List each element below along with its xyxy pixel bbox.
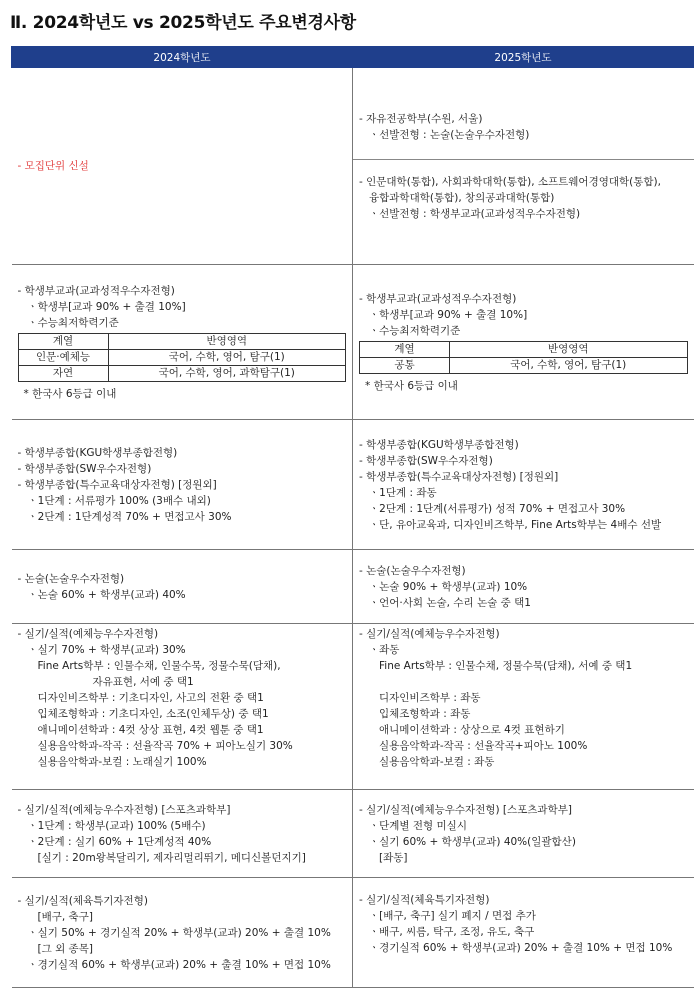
line: ㆍ[배구, 축구] 실기 폐지 / 면접 추가 <box>369 910 536 922</box>
line: 입체조형학과 : 기초디자인, 소조(인체두상) 중 택1 <box>37 708 269 720</box>
line: 자유표현, 서예 중 택1 <box>92 676 194 688</box>
line: ㆍ1단계 : 학생부(교과) 100% (5배수) <box>27 819 206 832</box>
cell-2024 <box>12 265 353 420</box>
line: ㆍ배구, 씨름, 탁구, 조정, 유도, 축구 <box>369 926 535 938</box>
col-header: 계열 <box>18 333 108 349</box>
line: ㆍ선발전형 : 논술(논술우수자전형) <box>369 128 530 141</box>
line: ㆍ논술 90% + 학생부(교과) 10% <box>369 580 528 593</box>
cell: 인문·예체능 <box>18 349 108 365</box>
line: - 학생부종합(SW우수자전형) <box>17 462 152 475</box>
line: - 실기/실적(예체능우수자전형) <box>17 628 159 640</box>
line: ㆍ1단계 : 서류평가 100% (3배수 내외) <box>27 494 211 507</box>
line: ㆍ단, 유아교육과, 디자인비즈학부, Fine Arts학부는 4배수 선발 <box>369 518 662 531</box>
line: ㆍ경기실적 60% + 학생부(교과) 20% + 출결 10% + 면접 10% <box>27 958 331 971</box>
cell-2024 <box>12 624 353 790</box>
line: ㆍ실기 60% + 학생부(교과) 40%(일괄합산) <box>369 835 576 848</box>
cell: 국어, 수학, 영어, 탐구(1) <box>108 349 346 365</box>
col-header: 반영영역 <box>450 341 688 357</box>
line: 실용음악학과-보컬 : 노래실기 100% <box>37 756 207 768</box>
line: - 인문대학(통합), 사회과학대학(통합), 소프트웨어경영대학(통합), <box>359 175 661 188</box>
line: ㆍ선발전형 : 학생부교과(교과성적우수자전형) <box>369 207 581 220</box>
line: ㆍ수능최저학력기준 <box>27 316 119 329</box>
line: - 학생부종합(SW우수자전형) <box>359 454 493 467</box>
note: * 한국사 6등급 이내 <box>23 387 117 400</box>
min-standard-table <box>359 341 688 374</box>
cell-2025 <box>353 68 694 265</box>
line: - 논술(논술우수자전형) <box>359 564 466 577</box>
line: - 논술(논술우수자전형) <box>17 572 125 585</box>
divider <box>353 159 694 160</box>
line: [실기 : 20m왕복달리기, 제자리멀리뛰기, 메디신볼던지기] <box>37 851 306 864</box>
cell-2025 <box>353 550 694 624</box>
line: - 실기/실적(예체능우수자전형) [스포츠과학부] <box>17 803 231 816</box>
line: 융합과학대학(통합), 창의공과대학(통합) <box>369 191 555 204</box>
line: ㆍ단계별 전형 미실시 <box>369 819 467 832</box>
cell-2025 <box>353 790 694 878</box>
line: ㆍ학생부[교과 90% + 출결 10%] <box>369 308 528 321</box>
cell: 공통 <box>360 357 450 373</box>
table-row <box>12 68 694 265</box>
header-2024: 2024학년도 <box>12 47 353 68</box>
cell-2025 <box>353 878 694 988</box>
line: - 학생부종합(KGU학생부종합전형) <box>359 438 519 451</box>
cell-2025 <box>353 265 694 420</box>
cell-2025 <box>353 624 694 790</box>
line: ㆍ실기 70% + 학생부(교과) 30% <box>27 644 186 656</box>
page-title: Ⅱ. 2024학년도 vs 2025학년도 주요변경사항 <box>10 13 356 33</box>
header-2025: 2025학년도 <box>353 47 694 68</box>
table-row <box>12 265 694 420</box>
cell-2024 <box>12 68 353 265</box>
line: [그 외 종목] <box>37 942 93 955</box>
line: - 실기/실적(예체능우수자전형) <box>359 628 500 640</box>
table-row <box>12 624 694 790</box>
line: 디자인비즈학부 : 좌동 <box>379 692 481 704</box>
new-unit-text: - 모집단위 신설 <box>17 160 89 172</box>
line: - 실기/실적(예체능우수자전형) [스포츠과학부] <box>359 803 572 816</box>
line: Fine Arts학부 : 인물수채, 정물수묵(담채), 서예 중 택1 <box>379 660 633 672</box>
line: ㆍ수능최저학력기준 <box>369 324 461 337</box>
line: - 실기/실적(체육특기자전형) <box>17 894 148 907</box>
cell: 국어, 수학, 영어, 탐구(1) <box>450 357 688 373</box>
table-row <box>12 550 694 624</box>
line: 실용음악학과-작곡 : 선율작곡 70% + 피아노실기 30% <box>37 740 293 752</box>
line: - 학생부종합(특수교육대상자전형) [정원외] <box>17 478 217 491</box>
line: 애니메이션학과 : 4컷 상상 표현, 4컷 웹툰 중 택1 <box>37 724 264 736</box>
line: - 학생부종합(KGU학생부종합전형) <box>17 446 178 459</box>
line: 실용음악학과-보컬 : 좌동 <box>379 756 495 768</box>
cell-2025 <box>353 420 694 550</box>
line: ㆍ2단계 : 1단계성적 70% + 면접고사 30% <box>27 510 232 523</box>
min-standard-table <box>18 333 347 382</box>
line: ㆍ실기 50% + 경기실적 20% + 학생부(교과) 20% + 출결 10% <box>27 926 331 939</box>
line: ㆍ좌동 <box>369 644 400 656</box>
line: 디자인비즈학부 : 기초디자인, 사고의 전환 중 택1 <box>37 692 264 704</box>
line: 실용음악학과-작곡 : 선율작곡+피아노 100% <box>379 740 588 752</box>
cell-2024 <box>12 550 353 624</box>
line: - 학생부교과(교과성적우수자전형) <box>17 284 175 297</box>
cell-2024 <box>12 878 353 988</box>
table-row <box>12 790 694 878</box>
cell-2024 <box>12 790 353 878</box>
line: 입체조형학과 : 좌동 <box>379 708 471 720</box>
line: ㆍ학생부[교과 90% + 출결 10%] <box>27 300 186 313</box>
line: 애니메이션학과 : 상상으로 4컷 표현하기 <box>379 724 565 736</box>
note: * 한국사 6등급 이내 <box>365 379 458 392</box>
cell: 국어, 수학, 영어, 과학탐구(1) <box>108 365 346 381</box>
line: ㆍ2단계 : 실기 60% + 1단계성적 40% <box>27 835 212 848</box>
line: - 자유전공학부(수원, 서울) <box>359 112 483 125</box>
table-row <box>12 878 694 988</box>
line: Fine Arts학부 : 인물수채, 인물수묵, 정물수묵(담채), <box>37 660 281 672</box>
line: ㆍ논술 60% + 학생부(교과) 40% <box>27 588 186 601</box>
cell: 자연 <box>18 365 108 381</box>
table-row <box>12 420 694 550</box>
col-header: 계열 <box>360 341 450 357</box>
line: [배구, 축구] <box>37 910 93 923</box>
line: - 실기/실적(체육특기자전형) <box>359 894 490 906</box>
line: ㆍ1단계 : 좌동 <box>369 486 437 499</box>
line: [좌동] <box>379 851 408 864</box>
cell-2024 <box>12 420 353 550</box>
line: - 학생부종합(특수교육대상자전형) [정원외] <box>359 470 559 483</box>
line: ㆍ경기실적 60% + 학생부(교과) 20% + 출결 10% + 면접 10% <box>369 942 673 954</box>
comparison-table <box>11 46 694 988</box>
line: - 학생부교과(교과성적우수자전형) <box>359 292 517 305</box>
line: ㆍ언어·사회 논술, 수리 논술 중 택1 <box>369 596 531 609</box>
col-header: 반영영역 <box>108 333 346 349</box>
line: ㆍ2단계 : 1단계(서류평가) 성적 70% + 면접고사 30% <box>369 502 626 515</box>
